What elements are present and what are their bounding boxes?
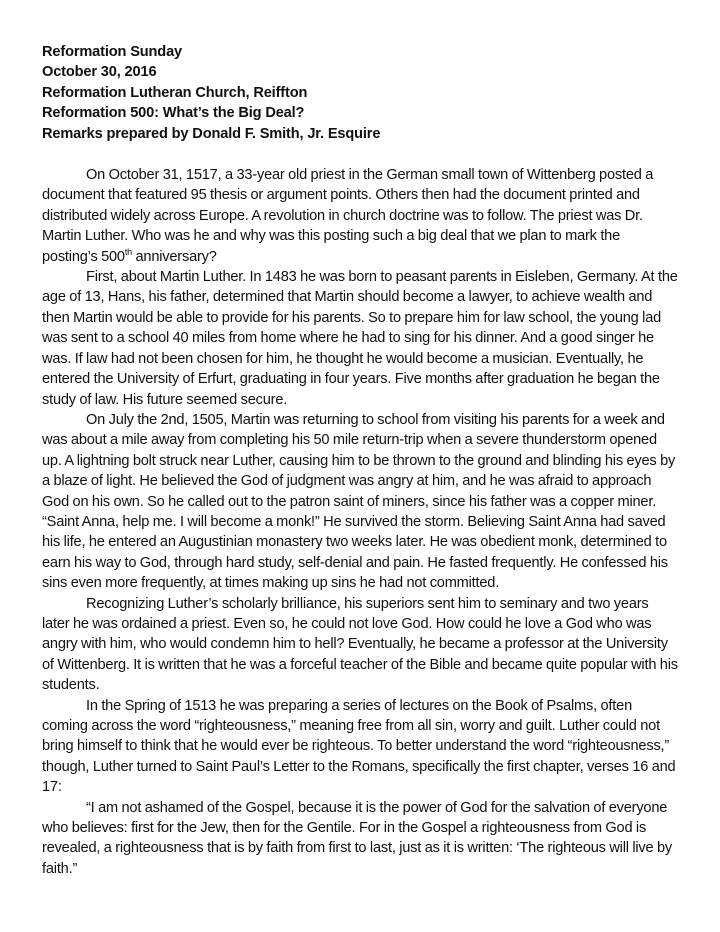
document-header xyxy=(42,42,678,144)
header-date: October 30, 2016 xyxy=(42,64,157,81)
header-author: Remarks prepared by Donald F. Smith, Jr. Esquire xyxy=(42,125,381,142)
document-body xyxy=(42,165,678,879)
paragraph-intro-text: On October 31, 1517, a 33-year old priest in the German small town of Wittenberg posted a document that featured 95 thesis or argument points. Others then had the document printed and distributed widely across Europe. A revolution in church doctrine was to follow. The priest was Dr. Martin Luther. Who was he and why was this posting such a big deal that we plan to mark the posting’s 500 xyxy=(42,167,654,265)
header-title: Reformation 500: What’s the Big Deal? xyxy=(42,105,305,122)
header-church: Reformation Lutheran Church, Reiffton xyxy=(42,84,308,101)
header-occasion: Reformation Sunday xyxy=(42,44,183,60)
paragraph-righteousness: In the Spring of 1513 he was preparing a series of lectures on the Book of Psalms, often coming across the word “righteousness,” meaning free from all sin, worry and guilt. Luther could not bring himself to think that he would ever be righteous. To better understand the word “righteousness,” though, Luther turned to Saint Paul’s Letter to the Romans, specifically the first chapter, verses 16 and 17: xyxy=(42,697,676,796)
paragraph-priesthood: Recognizing Luther’s scholarly brilliance, his superiors sent him to seminary and two years later he was ordained a priest. Even so, he could not love God. How could he love a God who was angry with him, who would condemn him to hell? Eventually, he became a professor at the University of Wittenberg. It is written that he was a forceful teacher of the Bible and became quite popular with his students. xyxy=(42,595,678,694)
paragraph-thunderstorm: On July the 2nd, 1505, Martin was returning to school from visiting his parents for a week and was about a mile away from completing his 50 mile return-trip when a severe thunderstorm opened up. A lightning bolt struck near Luther, causing him to be thrown to the ground and blinding his eyes by a blaze of light. He believed the God of judgment was angry at him, and he was afraid to approach God on his own. So he called out to the patron saint of miners, since his father was a copper miner. “Saint Anna, help me. I will become a monk!” He survived the storm. Believing Saint Anna had saved his life, he entered an Augustinian monastery two weeks later. He was obedient monk, determined to earn his way to God, through hard study, self-denial and pain. He fasted frequently. He confessed his sins even more frequently, at times making up sins he had not committed. xyxy=(42,411,676,592)
paragraph-romans-quote: “I am not ashamed of the Gospel, because it is the power of God for the salvation of everyone who believes: first for the Jew, then for the Gentile. For in the Gospel a righteousness from God is revealed, a righteousness that is by faith from first to last, just as it is written: ‘The righteous will live by faith.” xyxy=(42,799,673,877)
paragraph-intro xyxy=(42,165,678,267)
paragraph-luther-early-life: First, about Martin Luther. In 1483 he was born to peasant parents in Eisleben, Germany. At the age of 13, Hans, his father, determined that Martin should become a lawyer, to achieve wealth and then Martin would be able to provide for his parents. So to prepare him for law school, the young lad was sent to a school 40 miles from home where he had to sing for his dinner. And a good singer he was. If law had not been chosen for him, he thought he would become a musician. Eventually, he entered the University of Erfurt, graduating in four years. Five months after graduation he began the study of law. His future seemed secure. xyxy=(42,269,678,408)
paragraph-intro-end: anniversary? xyxy=(131,248,217,265)
ordinal-superscript: th xyxy=(124,246,132,257)
